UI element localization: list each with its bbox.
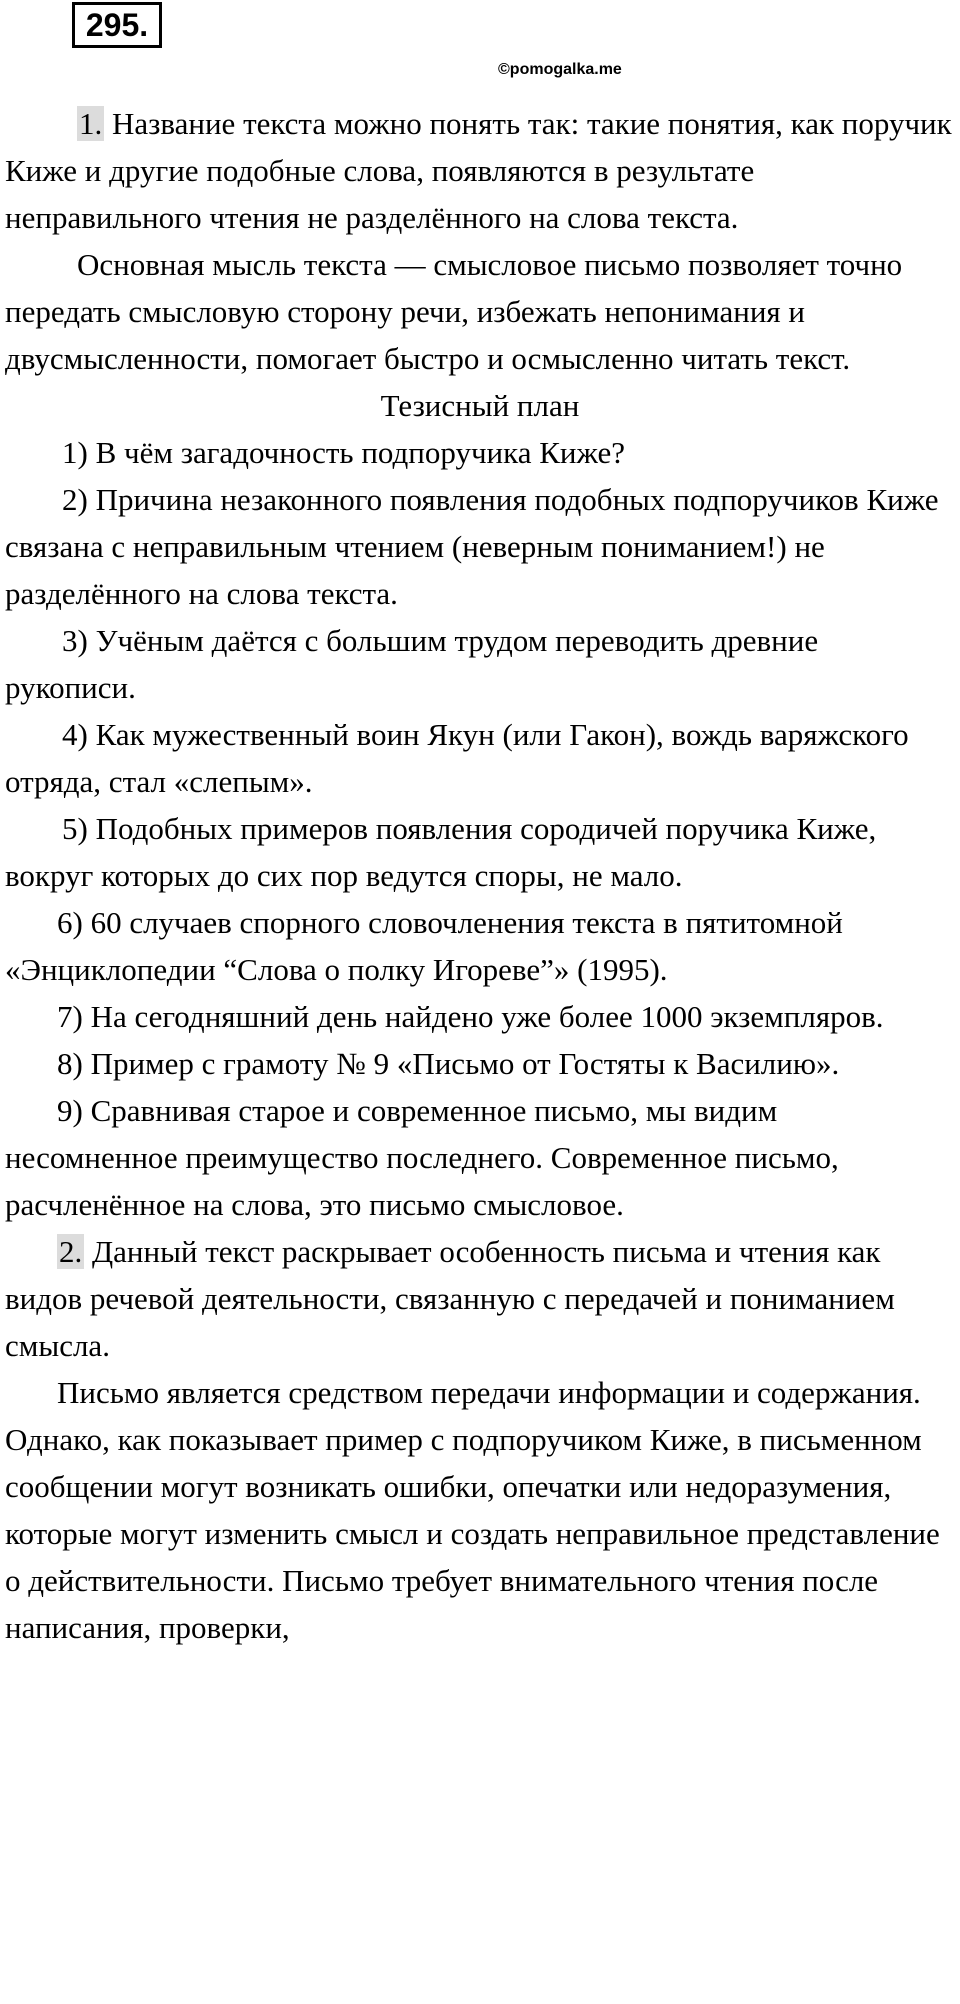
paragraph-text: Данный текст раскрывает особенность письма и чтения как видов речевой деятельности, связанную с передачей и пониманием смысла. bbox=[5, 1234, 895, 1363]
paragraph-title-meaning bbox=[5, 100, 955, 241]
paragraph-main-idea: Основная мысль текста — смысловое письмо позволяет точно передать смысловую сторону речи, избежать непонимания и двусмысленности, помогает быстро и осмысленно читать текст. bbox=[5, 247, 903, 376]
plan-title: Тезисный план bbox=[380, 388, 580, 423]
answer-mark-2: 2. bbox=[59, 1234, 83, 1269]
plan-item: 8) Пример с грамоту № 9 «Письмо от Гостяты к Василию». bbox=[57, 1046, 840, 1081]
answer-mark-1: 1. bbox=[79, 106, 103, 141]
plan-item: 5) Подобных примеров появления сородичей поручика Киже, вокруг которых до сих пор ведутся споры, не мало. bbox=[5, 811, 877, 893]
plan-item: 4) Как мужественный воин Якун (или Гакон), вождь варяжского отряда, стал «слепым». bbox=[5, 717, 909, 799]
plan-item: 6) 60 случаев спорного словочленения текста в пятитомной «Энциклопедии “Слова о полку Игореве”» (1995). bbox=[5, 905, 843, 987]
plan-item: 2) Причина незаконного появления подобных подпоручиков Киже связана с неправильным чтением (неверным пониманием!) не разделённого на слова текста. bbox=[5, 482, 939, 611]
plan-item: 9) Сравнивая старое и современное письмо, мы видим несомненное преимущество последнего. Современное письмо, расчленённое на слова, это письмо смысловое. bbox=[5, 1093, 839, 1222]
plan-item: 3) Учёным даётся с большим трудом переводить древние рукописи. bbox=[5, 623, 819, 705]
paragraph-writing: Письмо является средством передачи информации и содержания. Однако, как показывает пример с подпоручиком Киже, в письменном сообщении могут возникать ошибки, опечатки или недоразумения, которые могут изменить смысл и создать неправильное представление о действительности. Письмо требует внимательного чтения после написания, проверки, bbox=[5, 1375, 940, 1645]
task-number-box bbox=[72, 2, 162, 48]
paragraph-text: Название текста можно понять так: такие понятия, как поручик Киже и другие подобные слова, появляются в результате неправильного чтения не разделённого на слова текста. bbox=[5, 106, 952, 235]
site-watermark: ©pomogalka.me bbox=[498, 61, 622, 78]
answer-text bbox=[5, 100, 955, 1651]
plan-item: 7) На сегодняшний день найдено уже более 1000 экземпляров. bbox=[57, 999, 884, 1034]
task-number: 295. bbox=[85, 7, 149, 43]
paragraph-features bbox=[5, 1228, 955, 1369]
plan-item: 1) В чём загадочность подпоручика Киже? bbox=[62, 435, 626, 470]
